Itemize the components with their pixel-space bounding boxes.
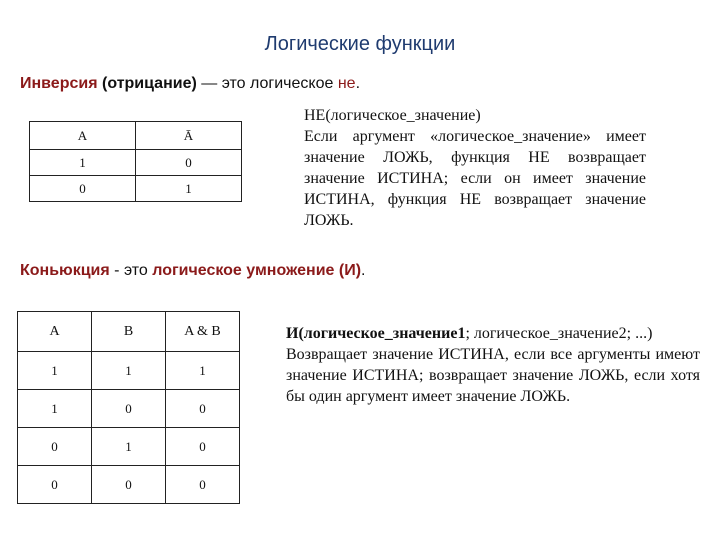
table-cell: 0 — [18, 428, 92, 466]
conjunction-term: Коньюкция — [20, 262, 110, 279]
table-cell: 1 — [92, 428, 166, 466]
table-row — [18, 428, 240, 466]
table-cell: 1 — [18, 352, 92, 390]
table-cell: 0 — [18, 466, 92, 504]
and-heading-rest: ; логическое_значение2; ...) — [465, 325, 653, 342]
inversion-paren: (отрицание) — [101, 75, 197, 92]
and-heading: И(логическое_значение1 — [286, 325, 466, 342]
table-header-cell: B — [92, 312, 166, 352]
table-cell: 1 — [166, 352, 240, 390]
and-body: Возвращает значение ИСТИНА, если все аргументы имеют значение ИСТИНА; возвращает значение ЛОЖЬ, если хотя бы один аргумент имеет значение ЛОЖЬ. — [286, 346, 700, 405]
table-row — [18, 466, 240, 504]
table-cell: 1 — [30, 150, 136, 176]
table-cell: 1 — [92, 352, 166, 390]
table-header-row — [30, 122, 242, 150]
table-cell: 1 — [136, 176, 242, 202]
table-cell: 0 — [92, 390, 166, 428]
table-row — [30, 150, 242, 176]
conjunction-end: . — [361, 262, 366, 279]
inversion-end: . — [355, 75, 361, 92]
table-cell: 0 — [166, 466, 240, 504]
table-row — [30, 176, 242, 202]
inversion-term: Инверсия — [20, 75, 98, 92]
table-header-cell: Ā — [136, 122, 242, 150]
table-header-cell: A — [18, 312, 92, 352]
page-title: Логические функции — [264, 33, 456, 55]
table-row — [18, 352, 240, 390]
table-cell: 0 — [166, 390, 240, 428]
and-heading-line — [286, 323, 700, 344]
inversion-rest: — это логическое — [196, 75, 338, 92]
not-heading: НЕ(логическое_значение) — [304, 107, 481, 124]
table-row — [18, 390, 240, 428]
table-header-cell: A — [30, 122, 136, 150]
table-cell: 0 — [136, 150, 242, 176]
inversion-keyword: не — [337, 75, 356, 92]
not-description — [304, 105, 646, 231]
inversion-definition — [20, 75, 360, 93]
and-description — [286, 323, 700, 407]
table-cell: 0 — [92, 466, 166, 504]
table-cell: 0 — [30, 176, 136, 202]
table-header-cell: A & B — [166, 312, 240, 352]
not-truth-table — [29, 121, 242, 202]
conjunction-definition — [20, 262, 366, 280]
conjunction-keyword: логическое умножение (И) — [152, 262, 362, 279]
table-cell: 1 — [18, 390, 92, 428]
table-cell: 0 — [166, 428, 240, 466]
not-body: Если аргумент «логическое_значение» имеет значение ЛОЖЬ, функция НЕ возвращает значение ИСТИНА; если он имеет значение ИСТИНА, функция НЕ возвращает значение ЛОЖЬ. — [304, 128, 646, 229]
table-header-row — [18, 312, 240, 352]
conjunction-rest: - это — [109, 262, 153, 279]
and-truth-table — [17, 311, 240, 504]
